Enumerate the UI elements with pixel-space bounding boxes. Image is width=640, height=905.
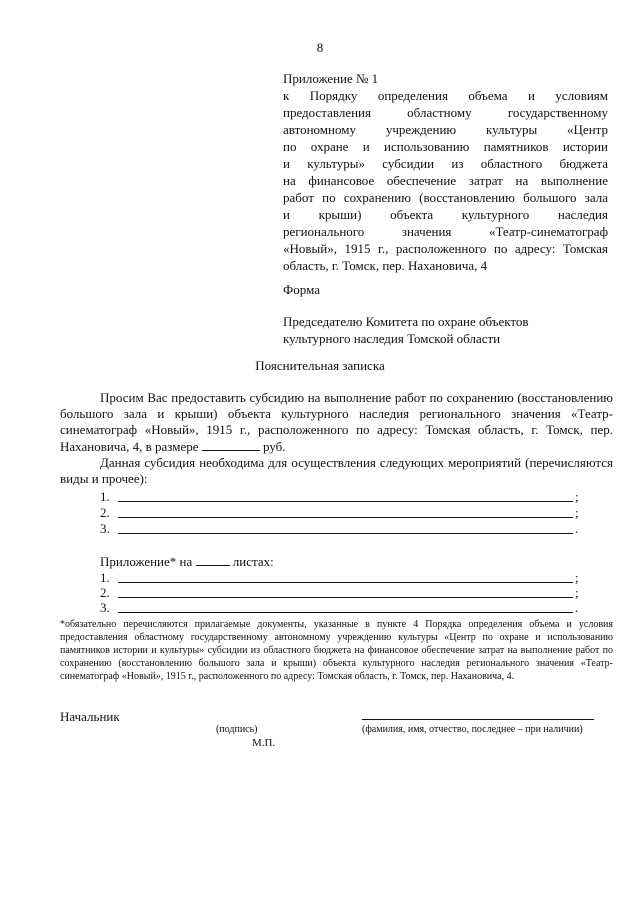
appendix-line: по охране и использованию памятников истории	[283, 139, 608, 154]
attachment-field[interactable]	[118, 612, 573, 613]
item-terminator: ;	[575, 585, 579, 600]
amount-field[interactable]	[202, 438, 260, 451]
activity-item	[100, 521, 613, 537]
body-text	[60, 390, 613, 487]
attachment-field[interactable]	[118, 582, 573, 583]
name-field[interactable]	[362, 719, 594, 720]
appendix-line: регионального значения «Театр-синематограф	[283, 224, 608, 239]
appendix-header	[283, 70, 608, 274]
item-number: 1.	[100, 489, 110, 504]
item-terminator: ;	[575, 505, 579, 520]
item-terminator: .	[575, 600, 579, 615]
item-number: 1.	[100, 570, 110, 585]
appendix-line: предоставления областному государственному	[283, 105, 608, 120]
addressee	[283, 313, 613, 347]
paragraph-purpose: Данная субсидия необходима для осуществления следующих мероприятий (перечисляются виды и прочее):	[60, 455, 613, 486]
attachment-item	[100, 570, 613, 586]
addressee-line: культурного наследия Томской области	[283, 331, 501, 346]
appendix-line: «Новый», 1915 г., расположенного по адресу: Томская	[283, 241, 608, 256]
addressee-line: Председателю Комитета по охране объектов	[283, 314, 529, 329]
paragraph-request	[60, 390, 613, 455]
head-label: Начальник	[60, 709, 120, 724]
item-number: 3.	[100, 521, 110, 536]
sheet-count-field[interactable]	[196, 553, 230, 566]
appendix-line: работ по сохранению (восстановлению большого зала	[283, 190, 608, 205]
document-title: Пояснительная записка	[255, 358, 385, 373]
attachment-item	[100, 600, 613, 616]
page-number: 8	[316, 40, 324, 55]
form-label: Форма	[283, 282, 320, 297]
item-terminator: .	[575, 521, 579, 536]
activity-item	[100, 505, 613, 521]
attachment-line	[100, 553, 274, 570]
footnote: *обязательно перечисляются прилагаемые документы, указанные в пункте 4 Порядка определения объема и условия предоставления областному государственному автономному учреждению культуры «Центр по охране и использованию памятников истории и культуры» субсидии из областного бюджета на финансовое обеспечение затрат на выполнение работ по сохранению (восстановлению большого зала и крыши) объекта культурного наследия регионального значения «Театр-синематограф «Новый», 1915 г., расположенного по адресу: Томская область, г. Томск, пер. Нахановича, 4.	[60, 619, 613, 682]
appendix-line: на финансовое обеспечение затрат на выполнение	[283, 173, 608, 188]
appendix-line: к Порядку определения объема и условиям	[283, 88, 608, 103]
attachment-item	[100, 585, 613, 601]
appendix-line: и культуры» субсидии из областного бюджета	[283, 156, 608, 171]
appendix-line: область, г. Томск, пер. Нахановича, 4	[283, 258, 488, 273]
name-caption: (фамилия, имя, отчество, последнее – при наличии)	[362, 724, 583, 735]
activity-field[interactable]	[118, 533, 573, 534]
item-number: 3.	[100, 600, 110, 615]
activity-field[interactable]	[118, 517, 573, 518]
appendix-title: Приложение № 1	[283, 71, 379, 86]
item-number: 2.	[100, 585, 110, 600]
request-text: Просим Вас предоставить субсидию на выполнение работ по сохранению (восстановлению большого зала и крыши) объекта культурного наследия регионального значения «Театр-синематограф «Новый», 1915 г., расположенного по адресу: Томская область, г. Томск, пер. Нахановича, 4, в размере	[60, 390, 613, 454]
item-number: 2.	[100, 505, 110, 520]
attachment-label: Приложение* на	[100, 554, 193, 569]
appendix-line: и крыши) объекта культурного наследия	[283, 207, 608, 222]
activity-item	[100, 489, 613, 505]
activity-field[interactable]	[118, 501, 573, 502]
signature-caption: (подпись)	[216, 724, 258, 735]
attachment-field[interactable]	[118, 597, 573, 598]
stamp-label: М.П.	[252, 737, 276, 749]
item-terminator: ;	[575, 489, 579, 504]
item-terminator: ;	[575, 570, 579, 585]
attachment-sheets-label: листах:	[232, 554, 274, 569]
currency-label: руб.	[263, 439, 286, 454]
appendix-line: автономному учреждению культуры «Центр	[283, 122, 608, 137]
